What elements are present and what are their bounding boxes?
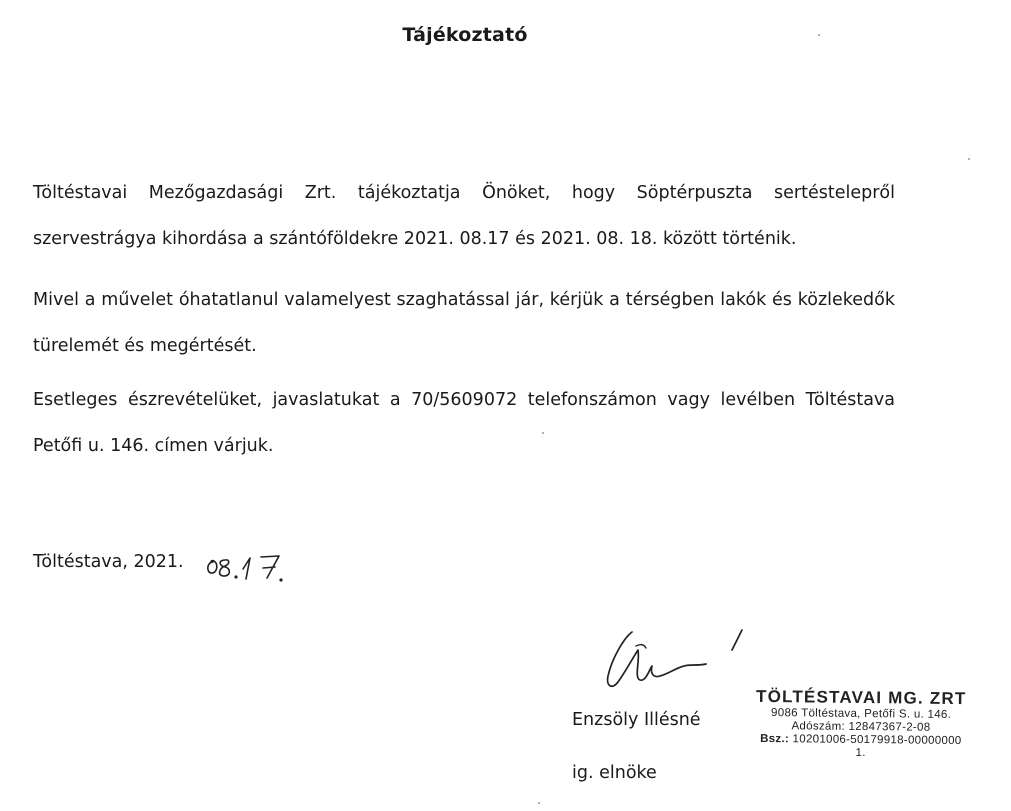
scan-speck (818, 34, 820, 36)
paragraph-apology: Mivel a művelet óhatatlanul valamelyest szaghatással jár, kérjük a térségben lakók és közlekedők türelemét és megértését. (33, 290, 895, 356)
scan-speck (968, 158, 970, 160)
stamp-tax-value: 12847367-2-08 (848, 720, 931, 734)
stamp-bank-label: Bsz.: (760, 732, 790, 746)
scan-speck (538, 802, 540, 804)
handwritten-date (203, 548, 313, 590)
stamp-index: 1. (855, 746, 866, 760)
stamp-bank-value: 10201006-50179918-00000000 (792, 733, 962, 748)
company-stamp (730, 687, 993, 762)
stamp-company-name: TÖLTÉSTAVAI MG. ZRT (755, 686, 967, 709)
document-title: Tájékoztató (402, 24, 528, 46)
place-and-date: Töltéstava, 2021. (33, 552, 184, 572)
paragraph-notice: Töltéstavai Mezőgazdasági Zrt. tájékoztatja Önöket, hogy Söptérpuszta sertéstelepről szervestrágya kihordása a szántóföldekre 2021. 08.17 és 2021. 08. 18. között történik. (33, 183, 895, 249)
paragraph-contact: Esetleges észrevételüket, javaslatukat a 70/5609072 telefonszámon vagy levélben Töltéstava Petőfi u. 146. címen várjuk. (33, 390, 895, 456)
stamp-address: 9086 Töltéstava, Petőfi S. u. 146. (771, 707, 952, 721)
scan-speck (542, 432, 544, 434)
stamp-tax-label: Adószám: (791, 720, 846, 733)
signer-title: ig. elnöke (572, 763, 657, 783)
signer-name: Enzsöly Illésné (572, 710, 701, 730)
